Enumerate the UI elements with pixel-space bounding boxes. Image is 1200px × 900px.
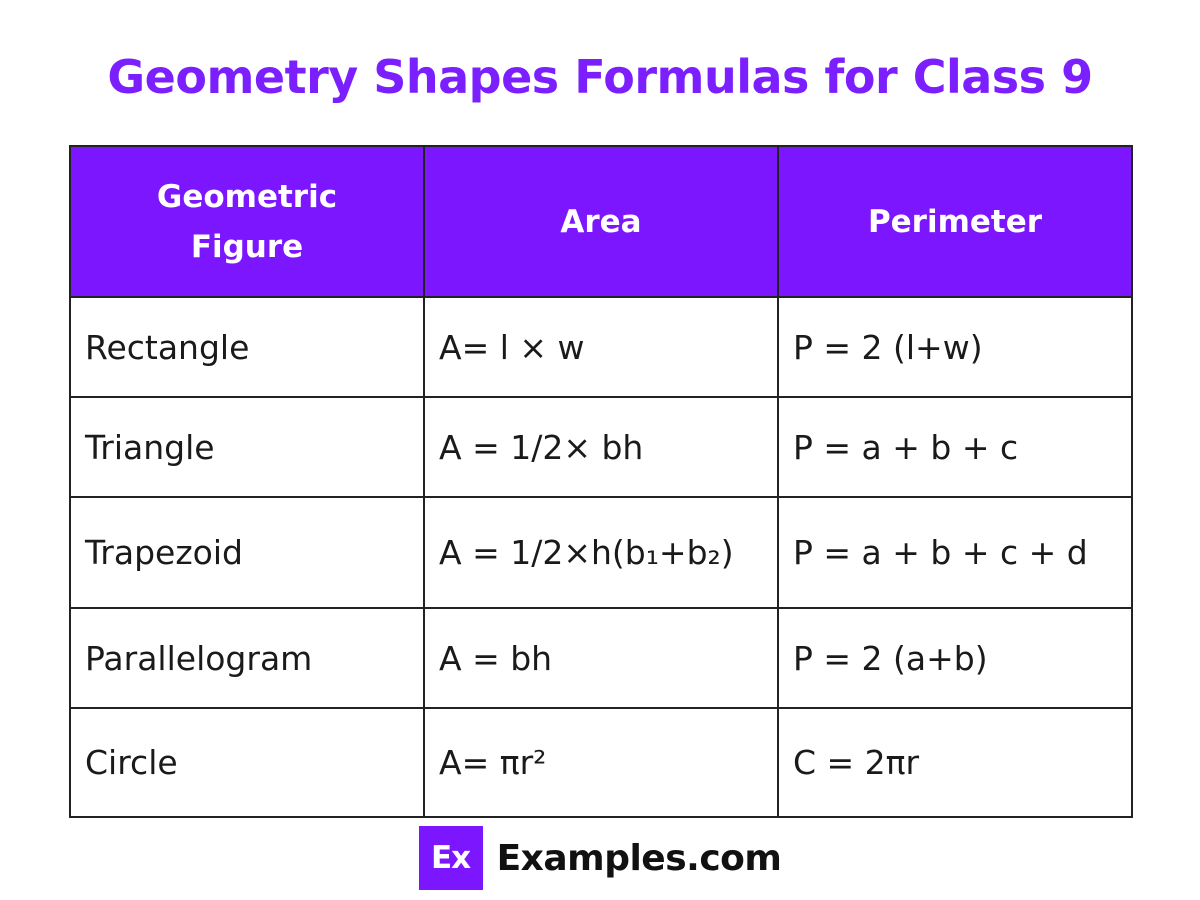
perimeter-cell: P = a + b + c + d: [778, 497, 1132, 608]
table-row: [70, 608, 1132, 708]
table-row: [70, 397, 1132, 497]
area-cell: A= πr²: [424, 708, 778, 817]
header-figure-line1: Geometric: [156, 178, 338, 215]
perimeter-cell: P = a + b + c: [778, 397, 1132, 497]
area-cell: A = 1/2× bh: [424, 397, 778, 497]
footer-branding: [0, 825, 1200, 891]
header-geometric-figure: [70, 146, 424, 297]
figure-cell: Rectangle: [70, 297, 424, 397]
perimeter-cell: P = 2 (a+b): [778, 608, 1132, 708]
figure-cell: Trapezoid: [70, 497, 424, 608]
header-figure-line2: Figure: [190, 228, 304, 265]
table-header-row: [70, 146, 1132, 297]
area-cell: A = bh: [424, 608, 778, 708]
area-cell: A= l × w: [424, 297, 778, 397]
perimeter-cell: P = 2 (l+w): [778, 297, 1132, 397]
table-row: [70, 708, 1132, 817]
area-cell: A = 1/2×h(b₁+b₂): [424, 497, 778, 608]
header-perimeter: Perimeter: [778, 146, 1132, 297]
brand-name: Examples.com: [496, 837, 782, 879]
page-title: Geometry Shapes Formulas for Class 9: [107, 50, 1093, 104]
examples-logo-icon: Ex: [419, 826, 483, 890]
figure-cell: Triangle: [70, 397, 424, 497]
header-area: Area: [424, 146, 778, 297]
figure-cell: Parallelogram: [70, 608, 424, 708]
formulas-table: [69, 145, 1133, 818]
table-row: [70, 297, 1132, 397]
table-row: [70, 497, 1132, 608]
perimeter-cell: C = 2πr: [778, 708, 1132, 817]
figure-cell: Circle: [70, 708, 424, 817]
